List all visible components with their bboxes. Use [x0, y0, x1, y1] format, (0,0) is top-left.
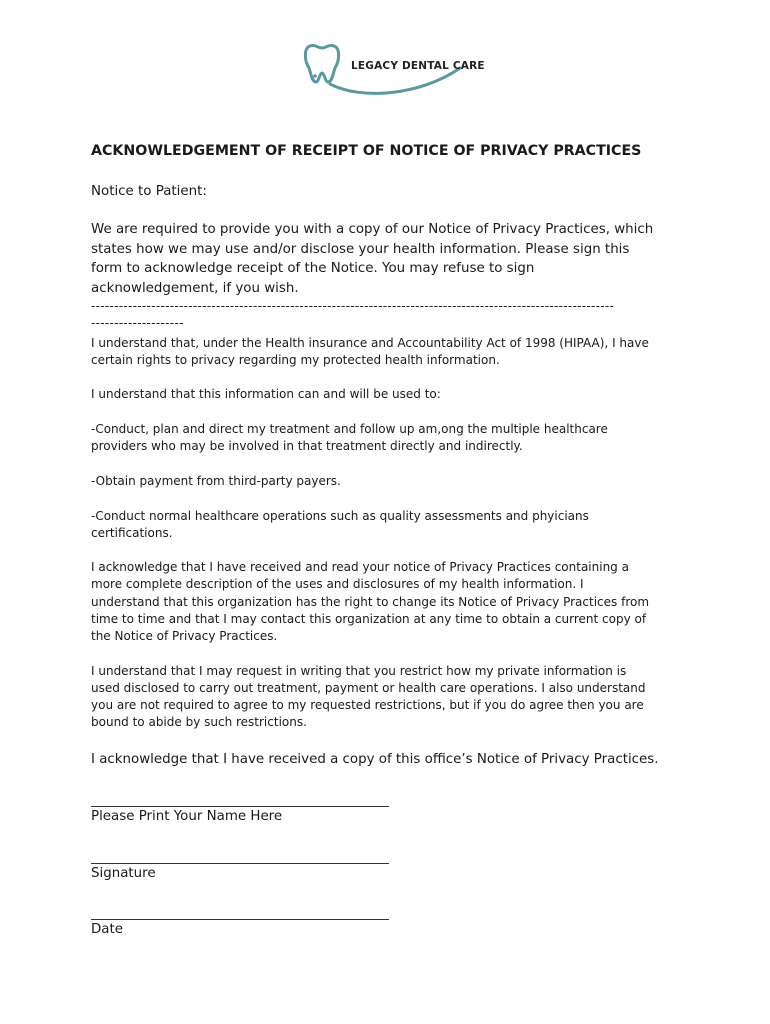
ack-line: understand that this organization has the right to change its Notice of Privacy Practices from	[91, 595, 650, 609]
legacy-dental-care-logo	[300, 38, 485, 100]
hipaa-line: certain rights to privacy regarding my protected health information.	[91, 353, 500, 367]
use-item-payment: -Obtain payment from third-party payers.	[91, 474, 341, 488]
date-field-label: Date	[91, 922, 124, 937]
logo-text: LEGACY DENTAL CARE	[351, 60, 485, 72]
hipaa-line: I understand that, under the Health insurance and Accountability Act of 1998 (HIPAA), I have	[91, 336, 649, 350]
document-title: ACKNOWLEDGEMENT OF RECEIPT OF NOTICE OF PRIVACY PRACTICES	[91, 143, 642, 159]
signature-field-label: Signature	[91, 866, 156, 881]
date-field-line[interactable]	[91, 919, 389, 920]
ack-line: more complete description of the uses and disclosures of my health information. I	[91, 577, 584, 591]
ack-line: time to time and that I may contact this organization at any time to obtain a current copy of	[91, 612, 647, 626]
intro-line: states how we may use and/or disclose your health information. Please sign this	[91, 242, 630, 257]
notice-heading: Notice to Patient:	[91, 184, 207, 199]
restrict-line: I understand that I may request in writing that you restrict how my private information is	[91, 664, 627, 678]
restrict-line: bound to abide by such restrictions.	[91, 715, 307, 729]
signature-field-line[interactable]	[91, 863, 389, 864]
uses-heading: I understand that this information can and will be used to:	[91, 387, 441, 401]
intro-line: We are required to provide you with a copy of our Notice of Privacy Practices, which	[91, 222, 654, 237]
restrict-line: you are not required to agree to my requested restrictions, but if you do agree then you are	[91, 698, 644, 712]
name-field-label: Please Print Your Name Here	[91, 809, 283, 824]
ack-line: the Notice of Privacy Practices.	[91, 629, 278, 643]
ack-line: I acknowledge that I have received and read your notice of Privacy Practices containing a	[91, 560, 629, 574]
use-line: -Conduct, plan and direct my treatment and follow up am,ong the multiple healthcare	[91, 422, 608, 436]
use-line: providers who may be involved in that treatment directly and indirectly.	[91, 439, 523, 453]
use-line: -Conduct normal healthcare operations such as quality assessments and phyicians	[91, 509, 589, 523]
dashed-separator: -----------------------------------------------------------------------------------------------------------------	[91, 299, 615, 313]
dashed-separator-tail: --------------------	[91, 316, 184, 330]
intro-line: acknowledgement, if you wish.	[91, 281, 299, 296]
use-line: certifications.	[91, 526, 173, 540]
name-field-line[interactable]	[91, 806, 389, 807]
restrict-line: used disclosed to carry out treatment, payment or health care operations. I also understand	[91, 681, 646, 695]
intro-line: form to acknowledge receipt of the Notice. You may refuse to sign	[91, 261, 535, 276]
final-acknowledgement: I acknowledge that I have received a copy of this office’s Notice of Privacy Practices.	[91, 752, 659, 767]
